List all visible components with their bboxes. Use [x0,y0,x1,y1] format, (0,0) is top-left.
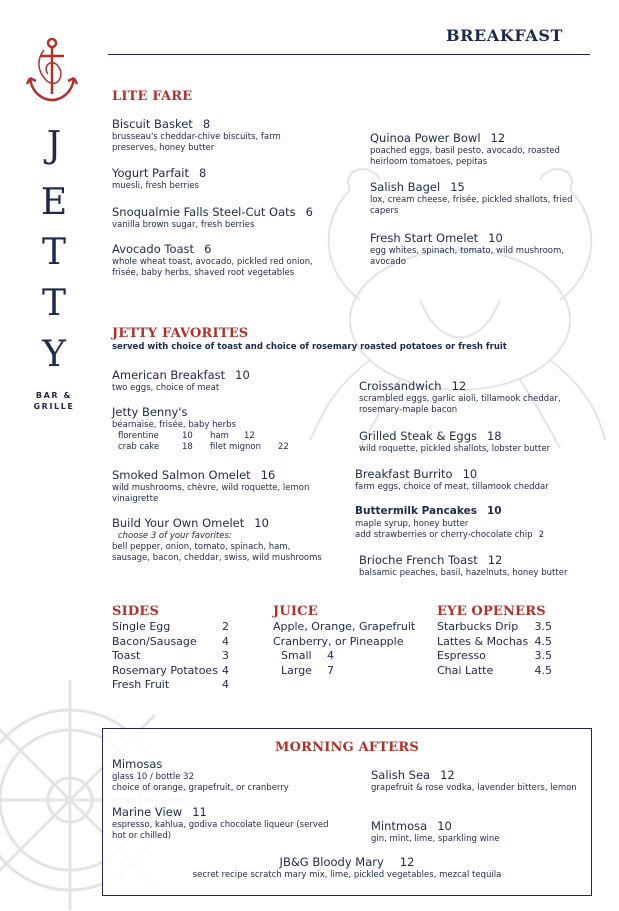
item-desc: scrambled eggs, garlic aioli, tillamook cheddar, rosemary-maple bacon [359,394,561,415]
item-desc: lox, cream cheese, frisée, pickled shallots, fried capers [370,195,573,216]
logo-letter-t2: T [41,283,66,324]
drink-name: Starbucks Drip [437,620,519,633]
item-desc: gin, mint, lime, sparkling wine [371,834,500,844]
item-price: 12 [487,553,503,567]
item-price: 10 [462,467,478,481]
list-item [112,678,229,693]
side-name: Fresh Fruit [112,678,170,691]
menu-item [371,768,581,794]
menu-item [112,757,342,794]
item-price: 16 [260,468,276,482]
item-name: Salish Sea [371,768,431,782]
item-name: Jetty Benny's [112,405,188,419]
menu-item [112,468,332,505]
logo-letter-t1: T [41,232,66,273]
item-name: Croissandwich [359,379,442,393]
item-price: 12 [490,131,506,145]
juice-size-price: 4 [327,649,334,662]
menu-item [370,131,580,168]
anchor-logo-icon [26,36,78,108]
item-name: Fresh Start Omelet [370,231,479,245]
item-price: 15 [450,180,465,194]
item-desc: wild roquette, pickled shallots, lobster butter [359,444,551,454]
item-name: Quinoa Power Bowl [370,131,481,145]
sides-list [112,620,229,693]
item-name: Brioche French Toast [359,553,478,567]
menu-item [355,504,595,541]
side-price: 4 [222,663,229,677]
item-desc: poached eggs, basil pesto, avocado, roasted heirloom tomatoes, pepitas [370,146,560,167]
item-name: Mimosas [112,757,163,771]
item-note: choose 3 of your favorites: [118,531,232,541]
item-price: 12 [451,379,467,393]
list-item [437,620,552,635]
item-price: 18 [486,429,502,443]
menu-item [112,117,327,154]
menu-item [103,855,591,881]
item-name: Marine View [112,805,183,819]
benny-opt-label: florentine [118,431,159,441]
item-price: 6 [305,205,313,219]
item-name: Smoked Salmon Omelet [112,468,251,482]
menu-item [370,180,580,217]
menu-item [112,242,332,279]
menu-item [112,368,332,394]
item-name: Yogurt Parfait [112,166,190,180]
item-desc: secret recipe scratch mary mix, lime, pickled vegetables, mezcal tequila [192,870,502,880]
side-price: 3 [222,649,229,662]
logo-letter-j: J [46,125,62,166]
item-addon: add strawberries or cherry-chocolate chip [355,530,533,540]
benny-opt-price: 22 [278,442,289,452]
item-addon-price: 2 [538,530,544,540]
item-name: Snoqualmie Falls Steel-Cut Oats [112,205,296,219]
side-name: Rosemary Potatoes [112,663,218,677]
lite-fare-heading: LITE FARE [112,89,193,104]
item-desc: grapefruit & rose vodka, lavender bitters, lemon [371,783,577,793]
list-item [437,664,552,679]
item-price: 8 [202,117,211,131]
item-price: 10 [235,368,250,382]
drink-price: 4.5 [534,634,552,648]
item-desc: espresso, kahlua, godiva chocolate liqueur (served hot or chilled) [112,820,329,841]
menu-item [112,405,332,453]
menu-item [112,166,327,192]
drink-price: 3.5 [534,620,552,633]
logo-sub-line2: GRILLE [33,402,75,411]
item-price-line: glass 10 / bottle 32 [112,772,194,782]
item-name: Breakfast Burrito [355,467,453,481]
juice-line2: Cranberry, or Pineapple [273,634,404,648]
list-item [112,664,229,679]
item-name: JB&G Bloody Mary [279,855,384,869]
juice-line1: Apple, Orange, Grapefruit [273,620,416,633]
item-desc: béarnaise, frisée, baby herbs [112,420,237,430]
logo-letter-y: Y [42,334,66,375]
item-name: Grilled Steak & Eggs [359,429,477,443]
list-item [437,635,552,650]
item-name: American Breakfast [112,368,226,382]
juice-size-name: Large [281,663,312,677]
side-price: 4 [222,634,229,648]
favorites-heading: JETTY FAVORITES [112,326,249,341]
drink-name: Lattes & Mochas [437,634,529,648]
side-price: 4 [222,678,229,691]
item-desc: wild mushrooms, chèvre, wild roquette, lemon vinaigrette [112,483,310,504]
side-price: 2 [222,620,229,633]
menu-item [355,467,585,493]
side-name: Single Egg [112,620,171,633]
item-desc: muesli, fresh berries [112,181,199,191]
item-desc: balsamic peaches, basil, hazelnuts, honey butter [359,568,568,578]
menu-item [112,205,342,231]
logo-letter-e: E [40,182,68,223]
item-price: 11 [192,805,207,819]
item-desc: choice of orange, grapefruit, or cranberry [112,783,289,793]
side-name: Toast [112,649,141,662]
menu-item [112,516,327,564]
juice-list [273,620,415,678]
juice-size-price: 7 [327,663,334,677]
eye-openers-heading: EYE OPENERS [437,604,546,619]
menu-item [359,379,579,416]
item-price: 8 [199,166,207,180]
sides-heading: SIDES [112,604,160,619]
list-item [112,649,229,664]
juice-heading: JUICE [273,604,318,619]
item-desc: farm eggs, choice of meat, tillamook cheddar [355,482,549,492]
item-price: 6 [204,242,212,256]
item-price: 10 [437,819,452,833]
menu-item [370,231,570,268]
header-rule [108,54,590,55]
benny-opt-price: 10 [182,431,193,441]
morning-afters-heading: MORNING AFTERS [275,740,419,755]
benny-opt-price: 18 [182,442,193,452]
side-name: Bacon/Sausage [112,634,197,648]
juice-size-name: Small [281,649,312,662]
item-name: Salish Bagel [370,180,441,194]
item-desc: egg whites, spinach, tomato, wild mushroom, avocado [370,246,564,267]
drink-name: Chai Latte [437,663,494,677]
list-item [112,635,229,650]
item-price: 10 [488,231,503,245]
item-price: 10 [486,505,502,517]
item-desc: two eggs, choice of meat [112,383,220,393]
item-price: 10 [254,516,269,530]
item-desc: maple syrup, honey butter [355,519,469,529]
menu-item [371,819,581,845]
item-name: Build Your Own Omelet [112,516,245,530]
drink-price: 4.5 [534,663,552,677]
item-name: Buttermilk Pancakes [355,505,477,517]
item-desc: bell pepper, onion, tomato, spinach, ham, sausage, bacon, cheddar, swiss, wild mushrooms [112,542,322,563]
item-price: 12 [440,768,455,782]
benny-opt-label: ham [210,431,229,441]
page-title: BREAKFAST [446,26,564,45]
list-item [112,620,229,635]
logo-sub-line1: BAR & [35,391,73,400]
item-desc: vanilla brown sugar, fresh berries [112,220,255,230]
benny-opt-price: 12 [244,431,255,441]
menu-item [112,805,332,842]
drink-price: 3.5 [534,649,552,662]
item-desc: brusseau's cheddar-chive biscuits, farm preserves, honey butter [112,132,281,153]
menu-item [359,429,589,455]
benny-opt-label: crab cake [118,442,160,452]
benny-opt-label: filet mignon [210,442,261,452]
item-price: 12 [399,855,415,869]
list-item [437,649,552,664]
morning-afters-box [102,728,592,896]
drink-name: Espresso [437,649,486,662]
item-name: Biscuit Basket [112,117,193,131]
item-name: Mintmosa [371,819,428,833]
favorites-subheading: served with choice of toast and choice of rosemary roasted potatoes or fresh fruit [112,342,507,352]
eye-openers-list [437,620,552,678]
item-name: Avocado Toast [112,242,195,256]
item-desc: whole wheat toast, avocado, pickled red onion, frisée, baby herbs, shaved root vegetables [112,257,313,278]
menu-item [359,553,594,579]
